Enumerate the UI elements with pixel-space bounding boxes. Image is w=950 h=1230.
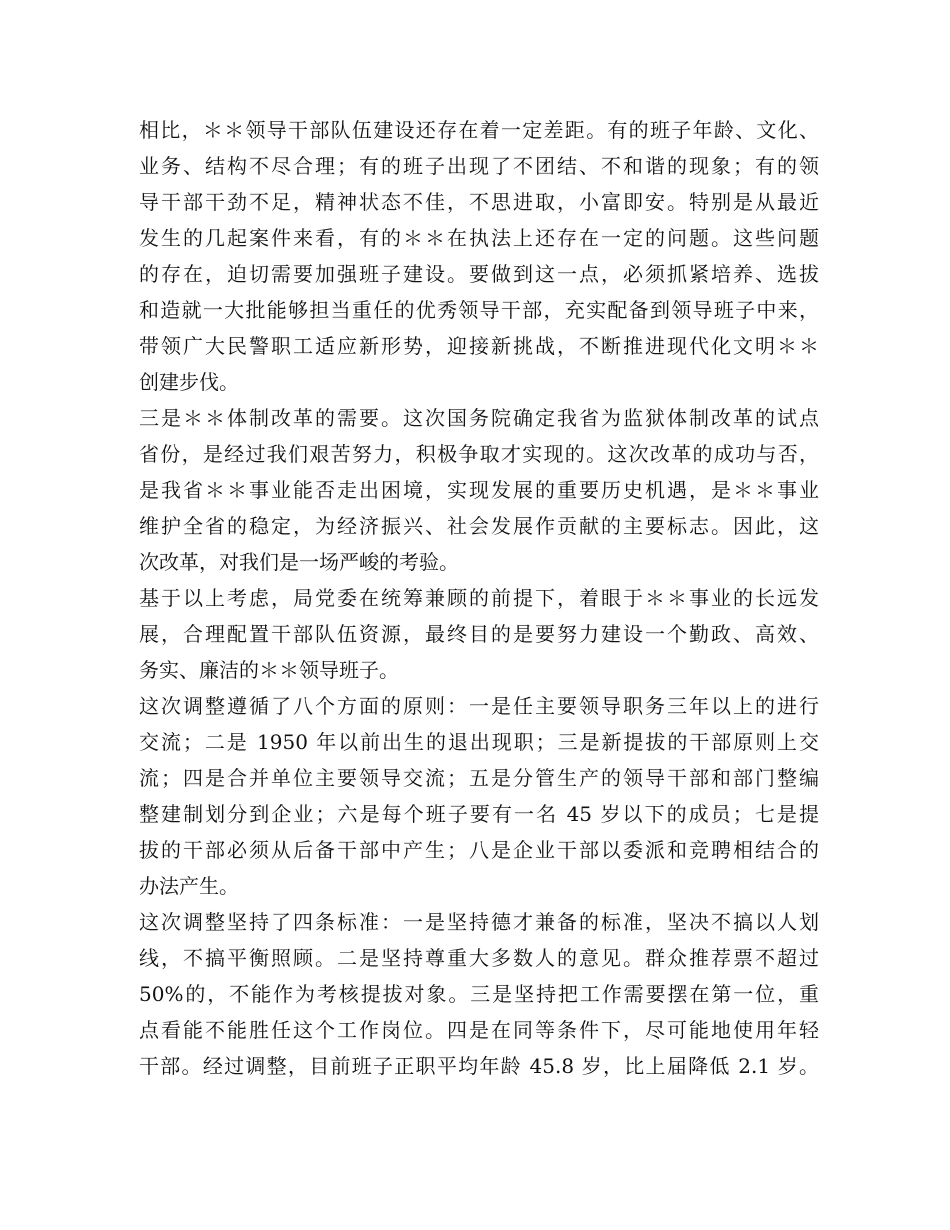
text-line: 导干部干劲不足，精神状态不佳，不思进取，小富即安。特别是从最近 [139,190,819,214]
paragraph-eight-principles [139,688,819,904]
text-line: 这次调整遵循了八个方面的原则：一是任主要领导职务三年以上的进行 [139,694,819,718]
text-line: 这次调整坚持了四条标准：一是坚持德才兼备的标准，坚决不搞以人划 [139,910,819,934]
text-line: 线，不搞平衡照顾。二是坚持尊重大多数人的意见。群众推荐票不超过 [139,946,819,970]
paragraph-reform-need [139,400,819,580]
text-line: 次改革，对我们是一场严峻的考验。 [139,550,459,574]
text-line: 流；四是合并单位主要领导交流；五是分管生产的领导干部和部门整编 [139,766,819,790]
text-line: 展，合理配置干部队伍资源，最终目的是要努力建设一个勤政、高效、 [139,622,819,646]
text-line: 的存在，迫切需要加强班子建设。要做到这一点，必须抓紧培养、选拔 [139,262,819,286]
text-line: 三是＊＊体制改革的需要。这次国务院确定我省为监狱体制改革的试点 [139,406,819,430]
paragraph-considerations [139,580,819,688]
text-line: 拔的干部必须从后备干部中产生；八是企业干部以委派和竞聘相结合的 [139,838,819,862]
text-line: 干部。经过调整，目前班子正职平均年龄 45.8 岁，比上届降低 2.1 岁。 [139,1054,819,1078]
text-line: 相比，＊＊领导干部队伍建设还存在着一定差距。有的班子年龄、文化、 [139,118,819,142]
text-line: 务实、廉洁的＊＊领导班子。 [139,658,399,682]
text-line: 是我省＊＊事业能否走出困境，实现发展的重要历史机遇，是＊＊事业 [139,478,819,502]
text-line: 50%的，不能作为考核提拔对象。三是坚持把工作需要摆在第一位，重 [139,982,819,1006]
text-line: 整建制划分到企业；六是每个班子要有一名 45 岁以下的成员；七是提 [139,802,819,826]
paragraph-team-gap [139,112,819,400]
text-line: 点看能不能胜任这个工作岗位。四是在同等条件下，尽可能地使用年轻 [139,1018,819,1042]
text-line: 发生的几起案件来看，有的＊＊在执法上还存在一定的问题。这些问题 [139,226,819,250]
text-line: 和造就一大批能够担当重任的优秀领导干部，充实配备到领导班子中来， [139,298,819,322]
text-line: 业务、结构不尽合理；有的班子出现了不团结、不和谐的现象；有的领 [139,154,819,178]
text-line: 办法产生。 [139,874,239,898]
text-line: 维护全省的稳定，为经济振兴、社会发展作贡献的主要标志。因此，这 [139,514,819,538]
document-body [139,112,819,1084]
text-line: 创建步伐。 [139,370,239,394]
text-line: 带领广大民警职工适应新形势，迎接新挑战，不断推进现代化文明＊＊ [139,334,819,358]
text-line: 省份，是经过我们艰苦努力，积极争取才实现的。这次改革的成功与否， [139,442,819,466]
text-line: 基于以上考虑，局党委在统筹兼顾的前提下，着眼于＊＊事业的长远发 [139,586,819,610]
text-line: 交流；二是 1950 年以前出生的退出现职；三是新提拔的干部原则上交 [139,730,819,754]
paragraph-four-standards [139,904,819,1084]
